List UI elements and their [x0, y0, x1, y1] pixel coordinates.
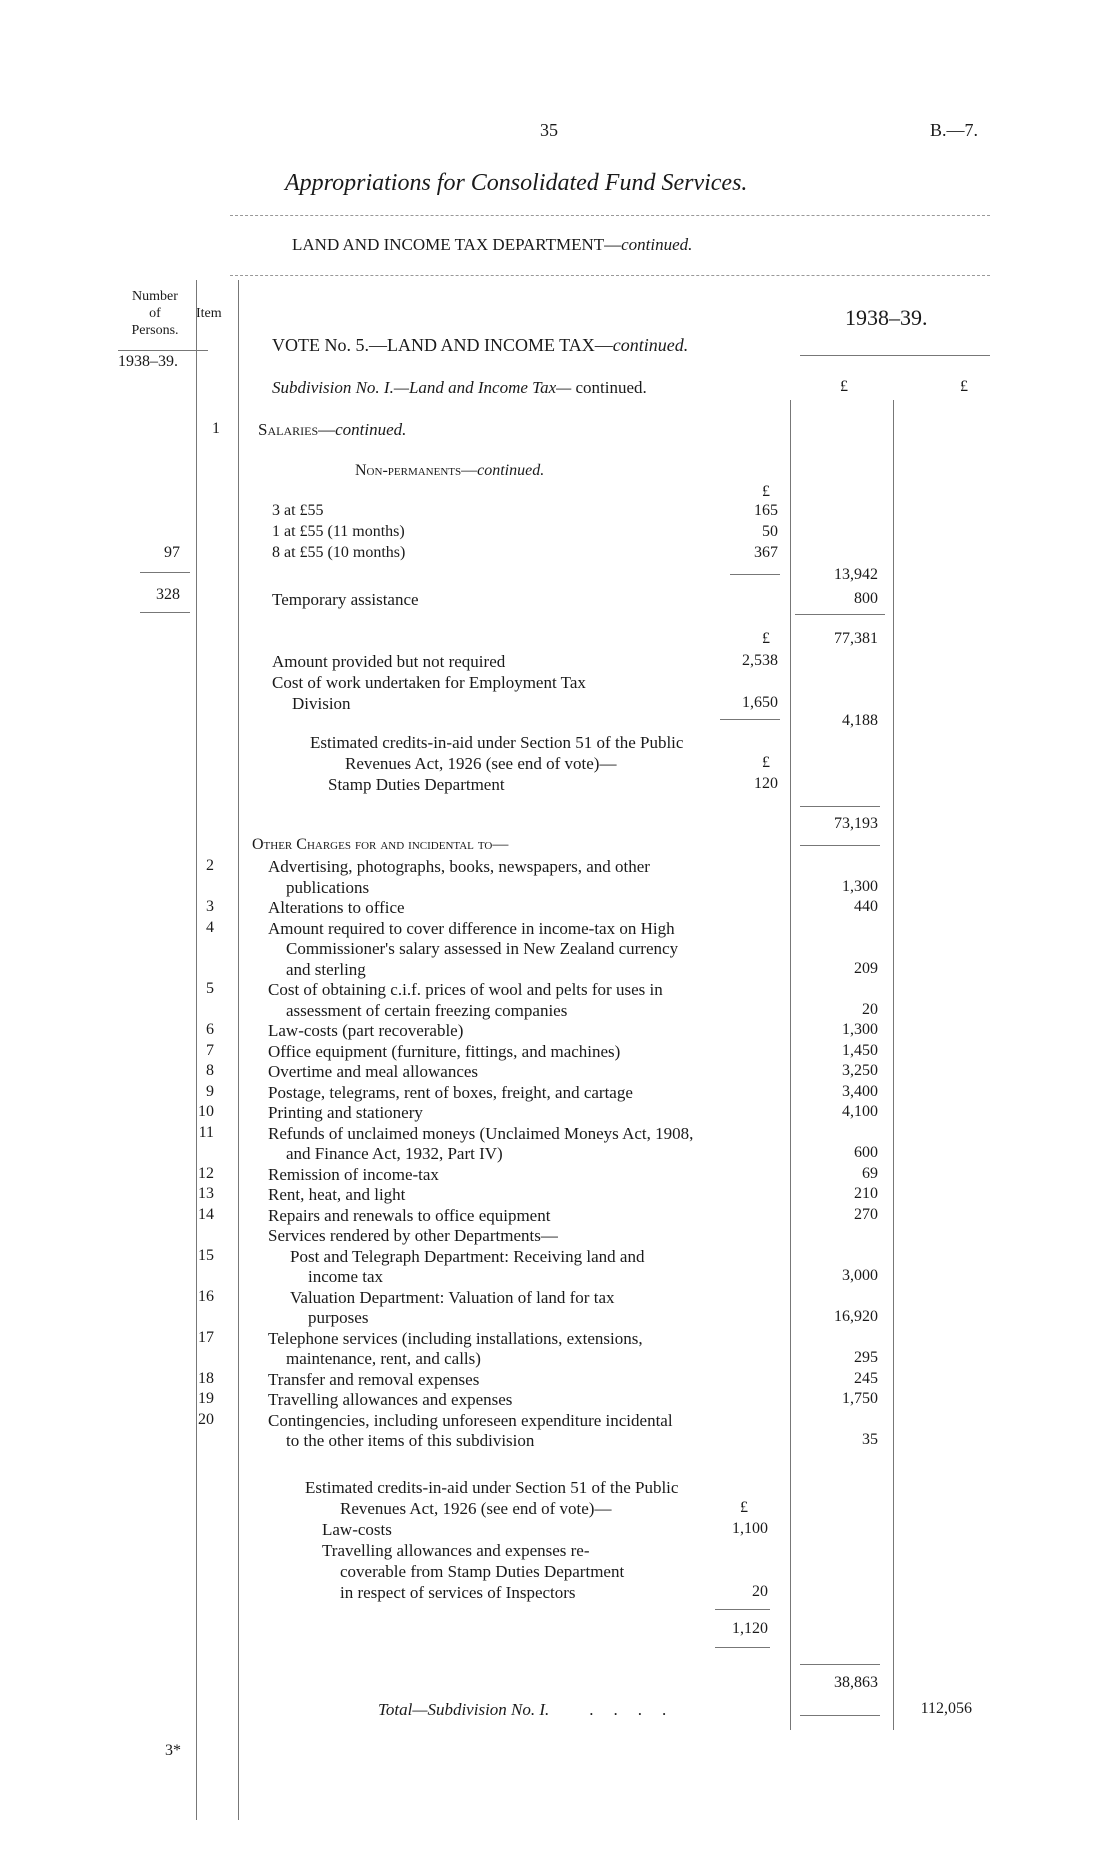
document-reference: B.—7. — [930, 120, 979, 140]
page-number: 35 — [540, 120, 558, 140]
item-number: 19 — [198, 1390, 214, 1407]
charge-item-text: income tax — [308, 1267, 384, 1286]
charge-item-text: Travelling allowances and expenses — [268, 1390, 513, 1409]
salary-row-label: 1 at £55 (11 months) — [272, 523, 405, 540]
item-number: 17 — [198, 1328, 214, 1346]
rule — [730, 574, 780, 575]
printer-signature-mark: 3* — [165, 1742, 181, 1759]
item-header: Item — [196, 306, 222, 321]
charge-item-text: Printing and stationery — [268, 1103, 423, 1122]
charge-item-text: Transfer and removal expenses — [268, 1369, 480, 1389]
item-number: 7 — [206, 1041, 214, 1059]
rule — [715, 1609, 770, 1610]
charge-item-value: 16,920 — [834, 1308, 878, 1325]
salary-row-value: 50 — [762, 523, 778, 540]
page-title: Appropriations for Consolidated Fund Services. — [285, 170, 748, 196]
other-charges-heading: Other Charges for and incidental to— — [252, 836, 509, 853]
charge-item-value: 600 — [854, 1144, 878, 1161]
charge-item-value: 440 — [854, 898, 878, 915]
rule — [140, 572, 190, 573]
item-number: 12 — [198, 1164, 214, 1182]
pound-symbol: £ — [740, 1499, 748, 1516]
charge-item-value: 209 — [854, 959, 878, 977]
pound-symbol: £ — [960, 378, 968, 395]
item-number: 9 — [206, 1082, 214, 1100]
salaries-net-total: 73,193 — [834, 815, 878, 832]
not-required-value: 2,538 — [742, 652, 778, 669]
rule — [800, 1664, 880, 1665]
charge-item-value: 4,100 — [842, 1103, 878, 1120]
credits-note-line: Revenues Act, 1926 (see end of vote)— — [345, 754, 617, 773]
salary-row-label: 8 at £55 (10 months) — [272, 544, 406, 561]
not-required-label: Amount provided but not required — [272, 652, 506, 671]
charge-item-value: 245 — [854, 1369, 878, 1387]
charge-item-value: 20 — [862, 1000, 878, 1018]
charge-item-value: 210 — [854, 1185, 878, 1202]
item-number: 16 — [198, 1287, 214, 1305]
item-number: 6 — [206, 1021, 214, 1038]
rule — [230, 275, 990, 276]
charge-item-text: Post and Telegraph Department: Receiving land and — [290, 1246, 645, 1266]
salary-row-value: 367 — [754, 544, 778, 561]
item-number: 18 — [198, 1369, 214, 1387]
item-number: 1 — [212, 420, 220, 437]
rule — [720, 719, 780, 720]
item-number: 11 — [198, 1123, 214, 1141]
charge-item-text: Services rendered by other Departments— — [268, 1226, 558, 1245]
stamp-duties-label: Stamp Duties Department — [328, 775, 505, 794]
charge-item-value: 69 — [862, 1164, 878, 1182]
rule — [800, 1715, 880, 1716]
rule — [795, 614, 885, 615]
rule — [800, 806, 880, 807]
charge-item-text: Overtime and meal allowances — [268, 1062, 479, 1081]
column-rule — [238, 280, 239, 1820]
pound-symbol: £ — [762, 754, 770, 771]
item-number: 20 — [198, 1410, 214, 1428]
charge-item-text: Office equipment (furniture, fittings, and machines) — [268, 1041, 621, 1061]
persons-total: 328 — [156, 586, 180, 603]
charge-item-text: to the other items of this subdivision — [286, 1431, 535, 1450]
charge-item-value: 1,300 — [842, 877, 878, 895]
deduction-total: 4,188 — [842, 712, 878, 729]
pound-symbol: £ — [762, 483, 770, 500]
persons-count: 97 — [164, 544, 180, 561]
salary-row-label: 3 at £55 — [272, 502, 324, 519]
item-number: 2 — [206, 857, 214, 874]
temporary-assistance-label: Temporary assistance — [272, 590, 419, 609]
charge-item-text: Advertising, photographs, books, newspapers, and other — [268, 857, 650, 876]
employment-label: Division — [292, 694, 351, 713]
employment-label: Cost of work undertaken for Employment Tax — [272, 673, 586, 692]
charge-item-text: purposes — [308, 1308, 369, 1327]
item-number: 15 — [198, 1246, 214, 1264]
lawcosts-value: 1,100 — [732, 1520, 768, 1537]
pound-symbol: £ — [762, 630, 770, 647]
number-of-persons-header: Number of Persons. — [131, 289, 179, 338]
travel-credit-value: 20 — [752, 1583, 768, 1600]
credits-total: 1,120 — [732, 1620, 768, 1637]
charge-item-value: 3,250 — [842, 1062, 878, 1079]
charge-item-text: publications — [286, 877, 370, 897]
stamp-duties-value: 120 — [754, 775, 778, 792]
charge-item-text: Rent, heat, and light — [268, 1185, 406, 1204]
charge-item-value: 1,300 — [842, 1021, 878, 1038]
other-charges-net-total: 38,863 — [834, 1674, 878, 1691]
charge-item-value: 35 — [862, 1431, 878, 1448]
subdivision-total-label: Total—Subdivision No. I. .... — [378, 1700, 687, 1719]
charge-item-text: Commissioner's salary assessed in New Zealand currency — [286, 939, 679, 958]
charge-item-value: 3,000 — [842, 1267, 878, 1284]
rule — [800, 355, 990, 356]
item-number: 10 — [198, 1103, 214, 1120]
charge-item-text: Contingencies, including unforeseen expenditure incidental — [268, 1410, 673, 1430]
pound-symbol: £ — [840, 378, 848, 395]
credits-note-line: Estimated credits-in-aid under Section 51 of the Public — [305, 1478, 679, 1497]
year-column-header: 1938–39. — [845, 305, 928, 330]
charge-item-text: Law-costs (part recoverable) — [268, 1021, 464, 1040]
temporary-assistance-value: 800 — [854, 590, 878, 607]
travel-credit-line: Travelling allowances and expenses re- — [322, 1541, 590, 1560]
credits-note-line: Estimated credits-in-aid under Section 51 of the Public — [310, 733, 684, 752]
charge-item-value: 3,400 — [842, 1082, 878, 1100]
charge-item-value: 1,750 — [842, 1390, 878, 1407]
salaries-subtotal: 13,942 — [834, 566, 878, 583]
credits-note-line: Revenues Act, 1926 (see end of vote)— — [340, 1499, 612, 1518]
rule — [715, 1647, 770, 1648]
salaries-heading: Salaries—continued. — [258, 420, 407, 439]
item-number: 3 — [206, 898, 214, 915]
charge-item-text: Cost of obtaining c.i.f. prices of wool and pelts for uses in — [268, 980, 663, 999]
rule — [118, 350, 208, 351]
charge-item-text: Alterations to office — [268, 898, 405, 917]
charge-item-text: Telephone services (including installations, extensions, — [268, 1328, 643, 1348]
subdivision-total-value: 112,056 — [920, 1700, 972, 1717]
number-year-header: 1938–39. — [118, 353, 178, 370]
vote-title: VOTE No. 5.—LAND AND INCOME TAX—continued. — [272, 335, 689, 355]
employment-value: 1,650 — [742, 694, 778, 711]
charge-item-text: assessment of certain freezing companies — [286, 1000, 568, 1020]
nonpermanents-heading: Non-permanents—continued. — [355, 462, 545, 479]
charge-item-text: Postage, telegrams, rent of boxes, freight, and cartage — [268, 1082, 633, 1102]
charge-item-text: and sterling — [286, 959, 366, 979]
item-number: 4 — [206, 918, 214, 936]
lawcosts-label: Law-costs — [322, 1520, 392, 1539]
travel-credit-line: coverable from Stamp Duties Department — [340, 1562, 625, 1581]
charge-item-text: Amount required to cover difference in income-tax on High — [268, 918, 675, 938]
department-heading: LAND AND INCOME TAX DEPARTMENT—continued. — [292, 235, 693, 254]
subdivision-title: Subdivision No. I.—Land and Income Tax— continued. — [272, 378, 647, 397]
rule — [800, 845, 880, 846]
charge-item-text: Refunds of unclaimed moneys (Unclaimed Moneys Act, 1908, — [268, 1123, 694, 1143]
charge-item-text: maintenance, rent, and calls) — [286, 1349, 481, 1368]
item-number: 13 — [198, 1185, 214, 1202]
charge-item-text: Repairs and renewals to office equipment — [268, 1205, 551, 1225]
charge-item-text: and Finance Act, 1932, Part IV) — [286, 1144, 503, 1163]
charge-item-text: Valuation Department: Valuation of land for tax — [290, 1287, 615, 1307]
item-number: 5 — [206, 980, 214, 997]
charge-item-value: 270 — [854, 1205, 878, 1223]
item-number: 14 — [198, 1205, 214, 1223]
rule — [230, 215, 990, 216]
column-rule — [893, 400, 894, 1730]
salary-row-value: 165 — [754, 502, 778, 519]
salaries-total: 77,381 — [834, 630, 878, 647]
rule — [140, 612, 190, 613]
travel-credit-line: in respect of services of Inspectors — [340, 1583, 576, 1602]
charge-item-text: Remission of income-tax — [268, 1164, 439, 1184]
item-number: 8 — [206, 1062, 214, 1079]
charge-item-value: 295 — [854, 1349, 878, 1366]
charge-item-value: 1,450 — [842, 1041, 878, 1059]
